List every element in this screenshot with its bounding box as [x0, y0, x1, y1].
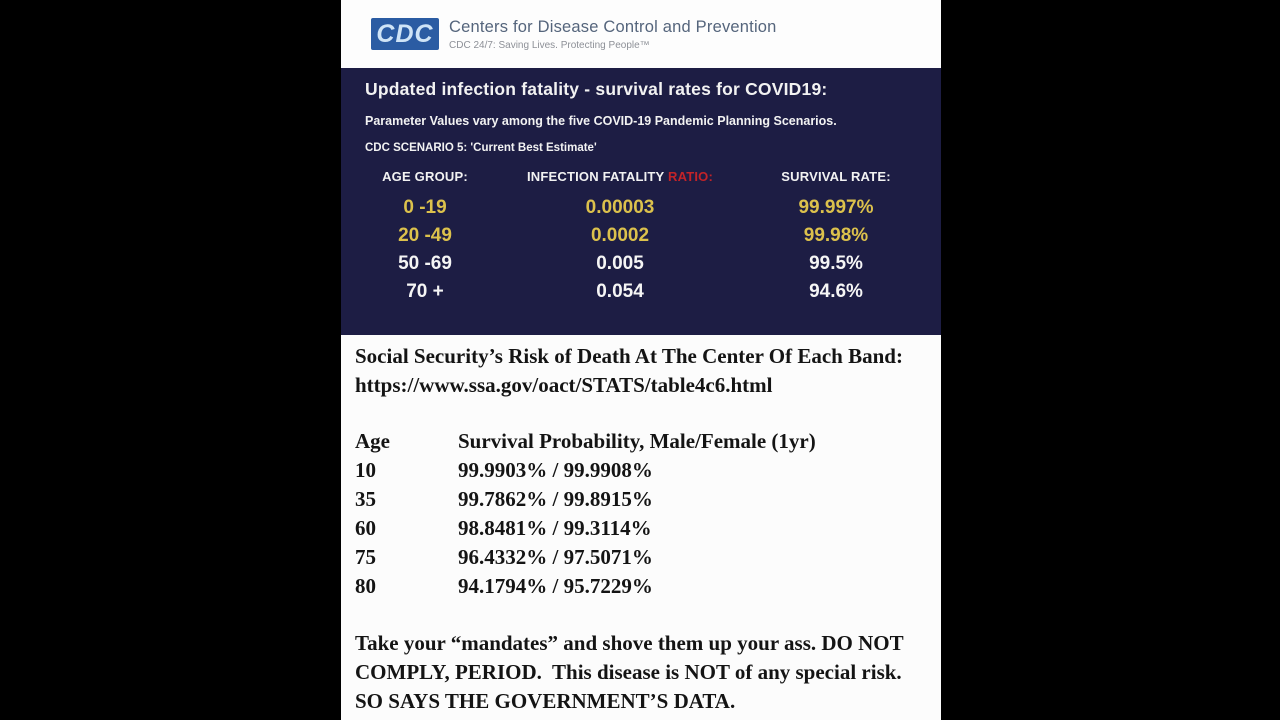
- ssa-table-header: [355, 427, 929, 456]
- table-row: [355, 572, 929, 601]
- ifr-cell: 0.005: [596, 253, 644, 274]
- age-group-cell: 20 -49: [398, 225, 452, 246]
- ssa-age-cell: 80: [355, 574, 376, 598]
- ifr-cell: 0.00003: [585, 197, 655, 218]
- age-group-cell: 70 +: [406, 281, 444, 302]
- panel-scenario: CDC SCENARIO 5: 'Current Best Estimate': [365, 142, 597, 154]
- ssa-prob-cell: 99.7862% / 99.8915%: [458, 487, 653, 511]
- table-row: [355, 485, 929, 514]
- ssa-heading: Social Security’s Risk of Death At The Center Of Each Band: https://www.ssa.gov/oact/STATS/table4c6.html: [355, 344, 909, 397]
- cdc-header: [341, 0, 941, 68]
- closing-statement: Take your “mandates” and shove them up your ass. DO NOT COMPLY, PERIOD. This disease is NOT of any special risk. SO SAYS THE GOVERNMENT’S DATA.: [355, 631, 913, 713]
- col-age-group: AGE GROUP:: [382, 169, 468, 184]
- ssa-age-cell: 35: [355, 487, 376, 511]
- ssa-table: [355, 427, 929, 601]
- ssa-col-probability: Survival Probability, Male/Female (1yr): [458, 429, 816, 453]
- ifr-label-red: RATIO:: [668, 169, 714, 184]
- table-row: [341, 278, 941, 306]
- ssa-prob-cell: 96.4332% / 97.5071%: [458, 545, 653, 569]
- panel-subtitle: Parameter Values vary among the five COVID-19 Pandemic Planning Scenarios.: [365, 114, 837, 128]
- age-group-cell: 50 -69: [398, 253, 452, 274]
- ssa-section: [341, 335, 941, 720]
- meme-image: [341, 0, 941, 720]
- ssa-age-cell: 10: [355, 458, 376, 482]
- ifr-label-white: INFECTION FATALITY: [526, 169, 668, 184]
- cdc-org-name: Centers for Disease Control and Prevention: [449, 17, 777, 36]
- table-row: [355, 456, 929, 485]
- ssa-prob-cell: 99.9903% / 99.9908%: [458, 458, 653, 482]
- covid-table: [341, 169, 941, 306]
- ifr-cell: 0.0002: [590, 225, 650, 246]
- survival-cell: 99.997%: [798, 197, 874, 218]
- age-group-cell: 0 -19: [403, 197, 447, 218]
- cdc-logo: CDC: [371, 18, 439, 50]
- col-survival-rate: SURVIVAL RATE:: [781, 169, 891, 184]
- ifr-cell: 0.054: [596, 281, 644, 302]
- ssa-age-cell: 75: [355, 545, 376, 569]
- ssa-age-cell: 60: [355, 516, 376, 540]
- survival-cell: 94.6%: [809, 281, 863, 302]
- table-row: [341, 222, 941, 250]
- cdc-titles: [449, 18, 777, 51]
- table-row: [341, 250, 941, 278]
- survival-cell: 99.98%: [803, 225, 869, 246]
- panel-title: Updated infection fatality - survival rates for COVID19:: [365, 79, 828, 99]
- ssa-col-age: Age: [355, 429, 390, 453]
- table-row: [341, 194, 941, 222]
- covid-table-header: [341, 169, 941, 184]
- ssa-prob-cell: 94.1794% / 95.7229%: [458, 574, 653, 598]
- cdc-tagline: CDC 24/7: Saving Lives. Protecting People™: [449, 39, 650, 51]
- col-infection-fatality-ratio: [509, 169, 731, 184]
- ssa-prob-cell: 98.8481% / 99.3114%: [458, 516, 652, 540]
- survival-cell: 99.5%: [809, 253, 863, 274]
- table-row: [355, 514, 929, 543]
- covid-ifr-panel: [341, 68, 941, 335]
- table-row: [355, 543, 929, 572]
